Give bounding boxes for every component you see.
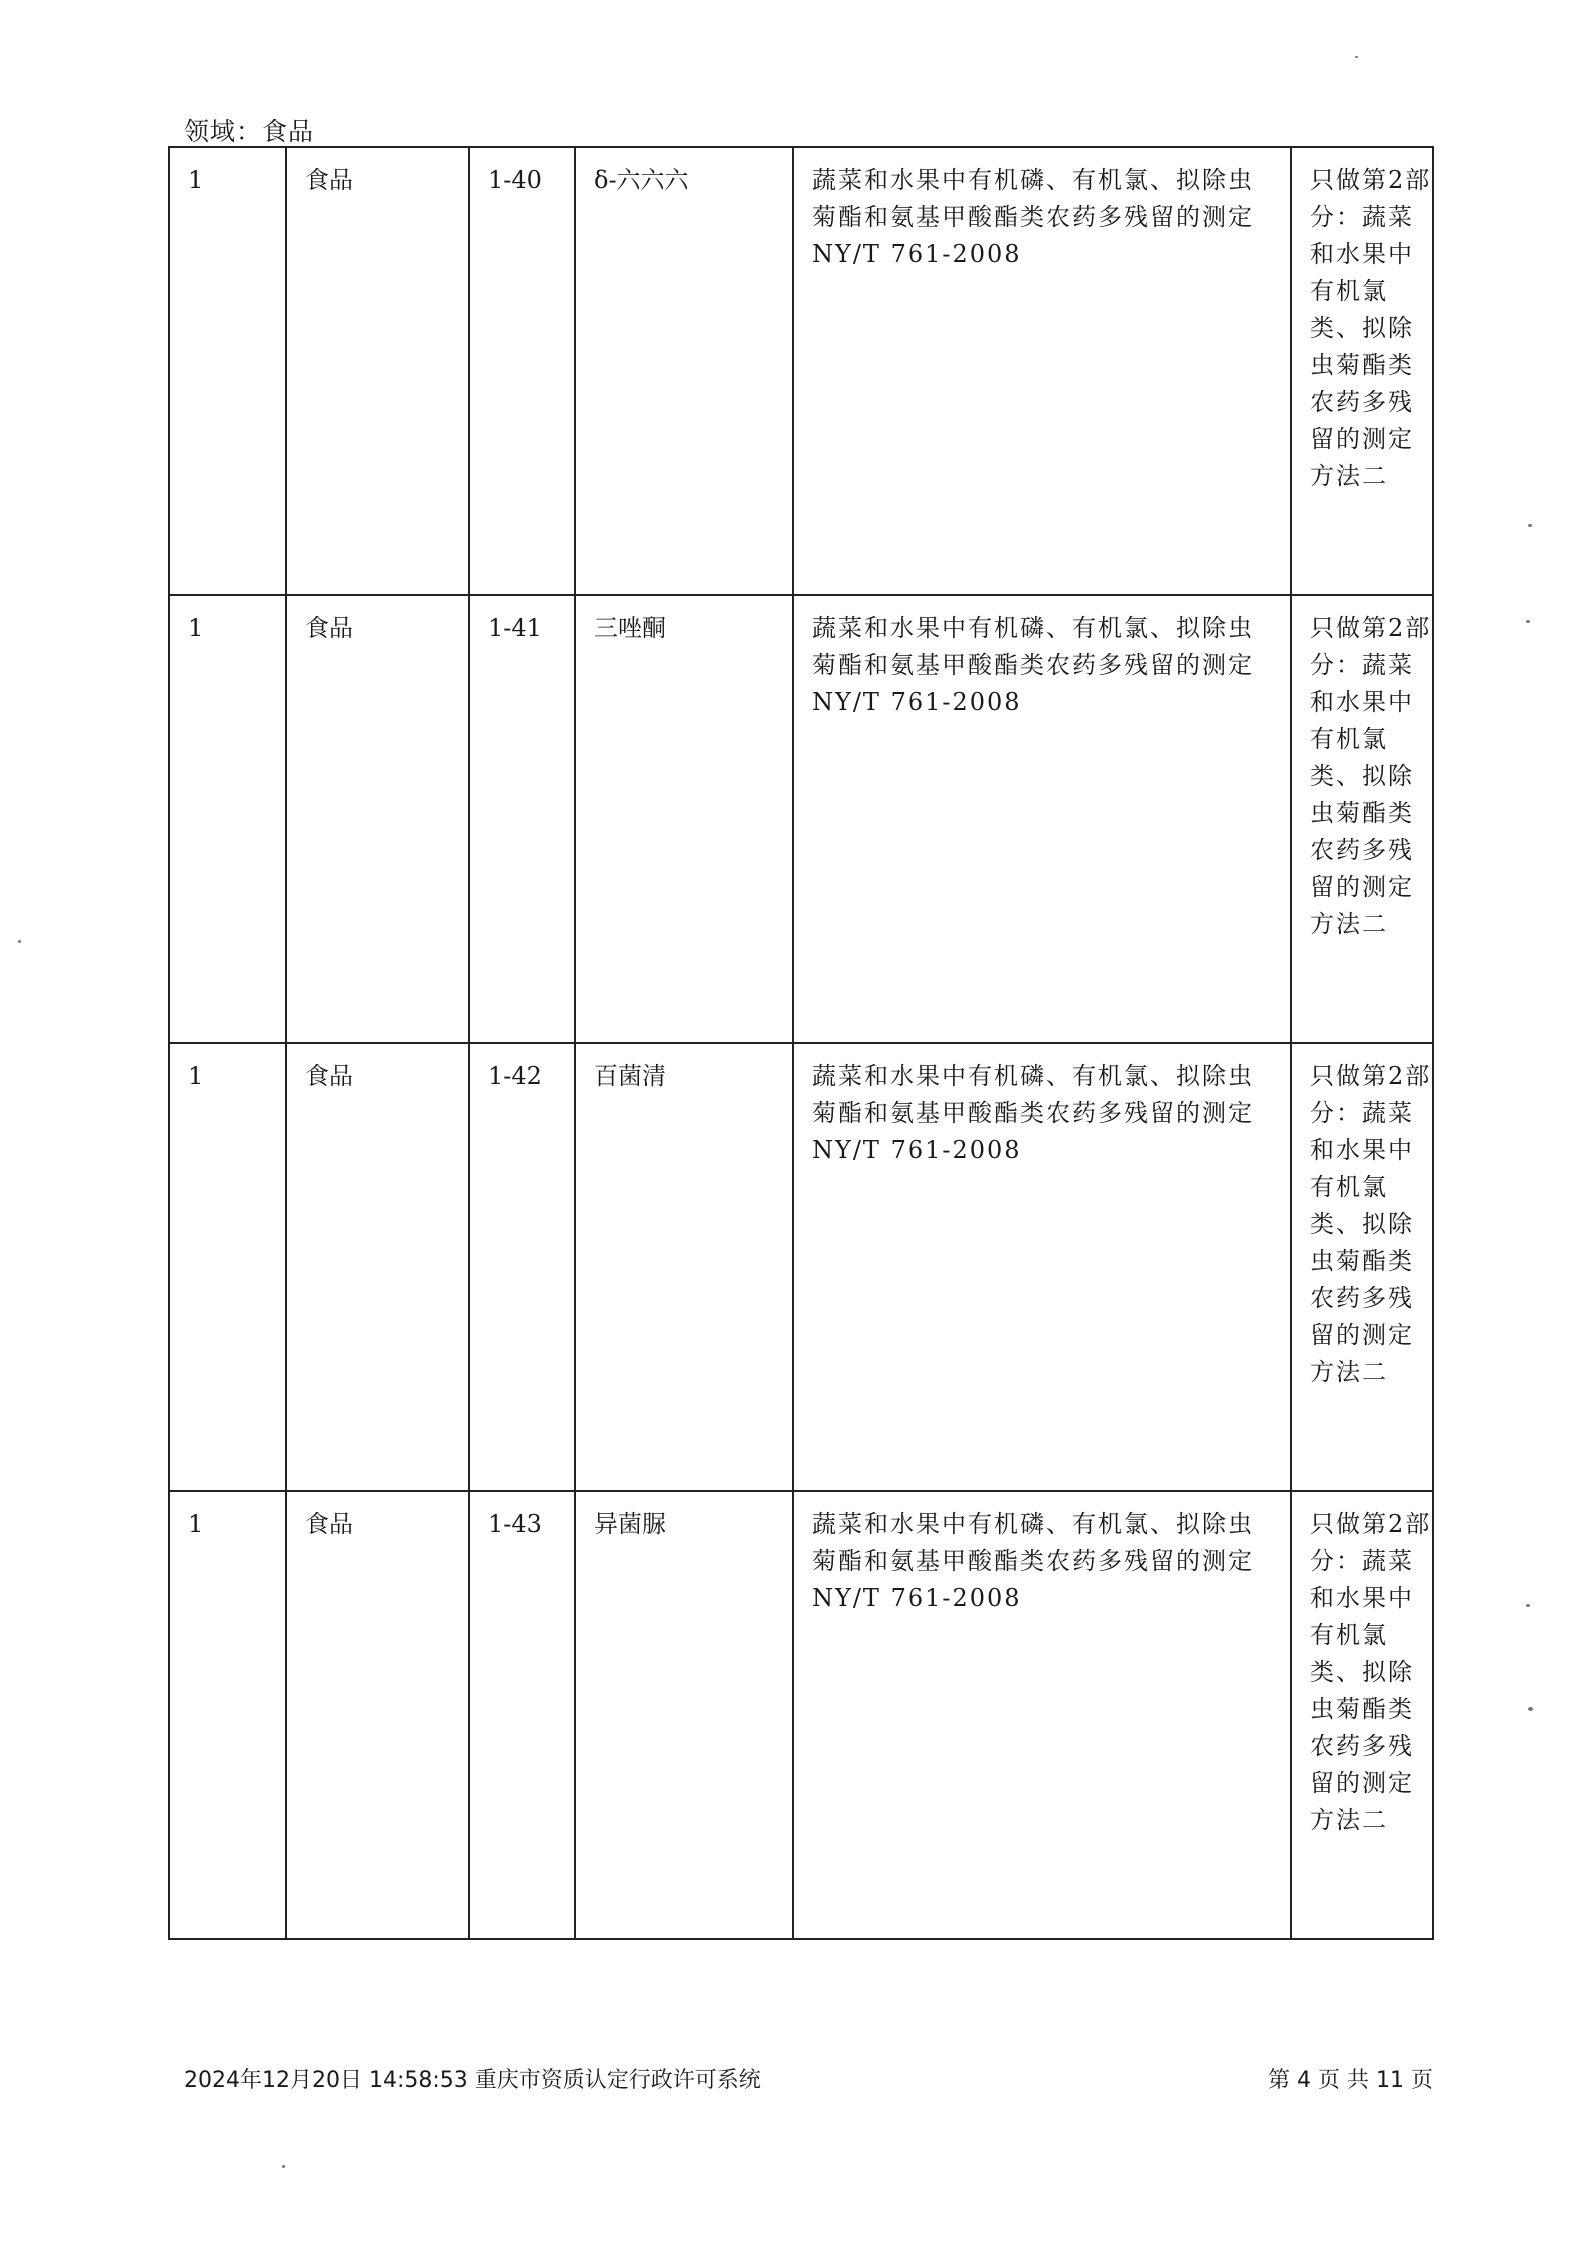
- cell-parameter: 异菌脲: [575, 1491, 793, 1939]
- note-text: 只做第2部分：蔬菜和水果中有机氯类、拟除虫菊酯类农药多残留的测定方法二: [1310, 614, 1432, 938]
- scan-speck: [1526, 620, 1530, 623]
- note-text: 只做第2部分：蔬菜和水果中有机氯类、拟除虫菊酯类农药多残留的测定方法二: [1310, 166, 1432, 490]
- table-row: [169, 147, 1433, 595]
- cell-seq: 1: [169, 1043, 286, 1491]
- cell-parameter: 三唑酮: [575, 595, 793, 1043]
- table-row: [169, 1491, 1433, 1939]
- cell-note: [1291, 595, 1433, 1043]
- cell-category: 食品: [286, 1043, 469, 1491]
- cell-seq: 1: [169, 147, 286, 595]
- cell-method: 蔬菜和水果中有机磷、有机氯、拟除虫菊酯和氨基甲酸酯类农药多残留的测定 NY/T 761-2008: [793, 1043, 1291, 1491]
- cell-item-no: 1-40: [469, 147, 575, 595]
- cell-parameter: 百菌清: [575, 1043, 793, 1491]
- cell-note: [1291, 147, 1433, 595]
- cell-category: 食品: [286, 1491, 469, 1939]
- cell-category: 食品: [286, 595, 469, 1043]
- note-text: 只做第2部分：蔬菜和水果中有机氯类、拟除虫菊酯类农药多残留的测定方法二: [1310, 1062, 1432, 1386]
- scan-speck: [1528, 1707, 1533, 1711]
- cell-method: 蔬菜和水果中有机磷、有机氯、拟除虫菊酯和氨基甲酸酯类农药多残留的测定 NY/T 761-2008: [793, 595, 1291, 1043]
- cell-seq: 1: [169, 595, 286, 1043]
- scan-speck: [1526, 1604, 1530, 1607]
- cell-seq: 1: [169, 1491, 286, 1939]
- cell-item-no: 1-41: [469, 595, 575, 1043]
- scan-speck: [1528, 524, 1532, 527]
- cell-method: 蔬菜和水果中有机磷、有机氯、拟除虫菊酯和氨基甲酸酯类农药多残留的测定 NY/T 761-2008: [793, 1491, 1291, 1939]
- scan-speck: [282, 2165, 285, 2168]
- domain-label: 领域：食品: [184, 117, 315, 146]
- cell-note: [1291, 1043, 1433, 1491]
- cell-parameter: δ-六六六: [575, 147, 793, 595]
- cell-category: 食品: [286, 147, 469, 595]
- note-text: 只做第2部分：蔬菜和水果中有机氯类、拟除虫菊酯类农药多残留的测定方法二: [1310, 1510, 1432, 1834]
- records-table: [168, 146, 1434, 1940]
- footer-timestamp-system: 2024年12月20日 14:58:53 重庆市资质认定行政许可系统: [184, 2068, 761, 2093]
- scan-speck: [18, 940, 21, 943]
- cell-item-no: 1-43: [469, 1491, 575, 1939]
- scan-speck: [1355, 56, 1358, 58]
- table-row: [169, 595, 1433, 1043]
- footer-page-number: 第 4 页 共 11 页: [1268, 2068, 1433, 2093]
- cell-item-no: 1-42: [469, 1043, 575, 1491]
- cell-note: [1291, 1491, 1433, 1939]
- table-row: [169, 1043, 1433, 1491]
- cell-method: 蔬菜和水果中有机磷、有机氯、拟除虫菊酯和氨基甲酸酯类农药多残留的测定 NY/T 761-2008: [793, 147, 1291, 595]
